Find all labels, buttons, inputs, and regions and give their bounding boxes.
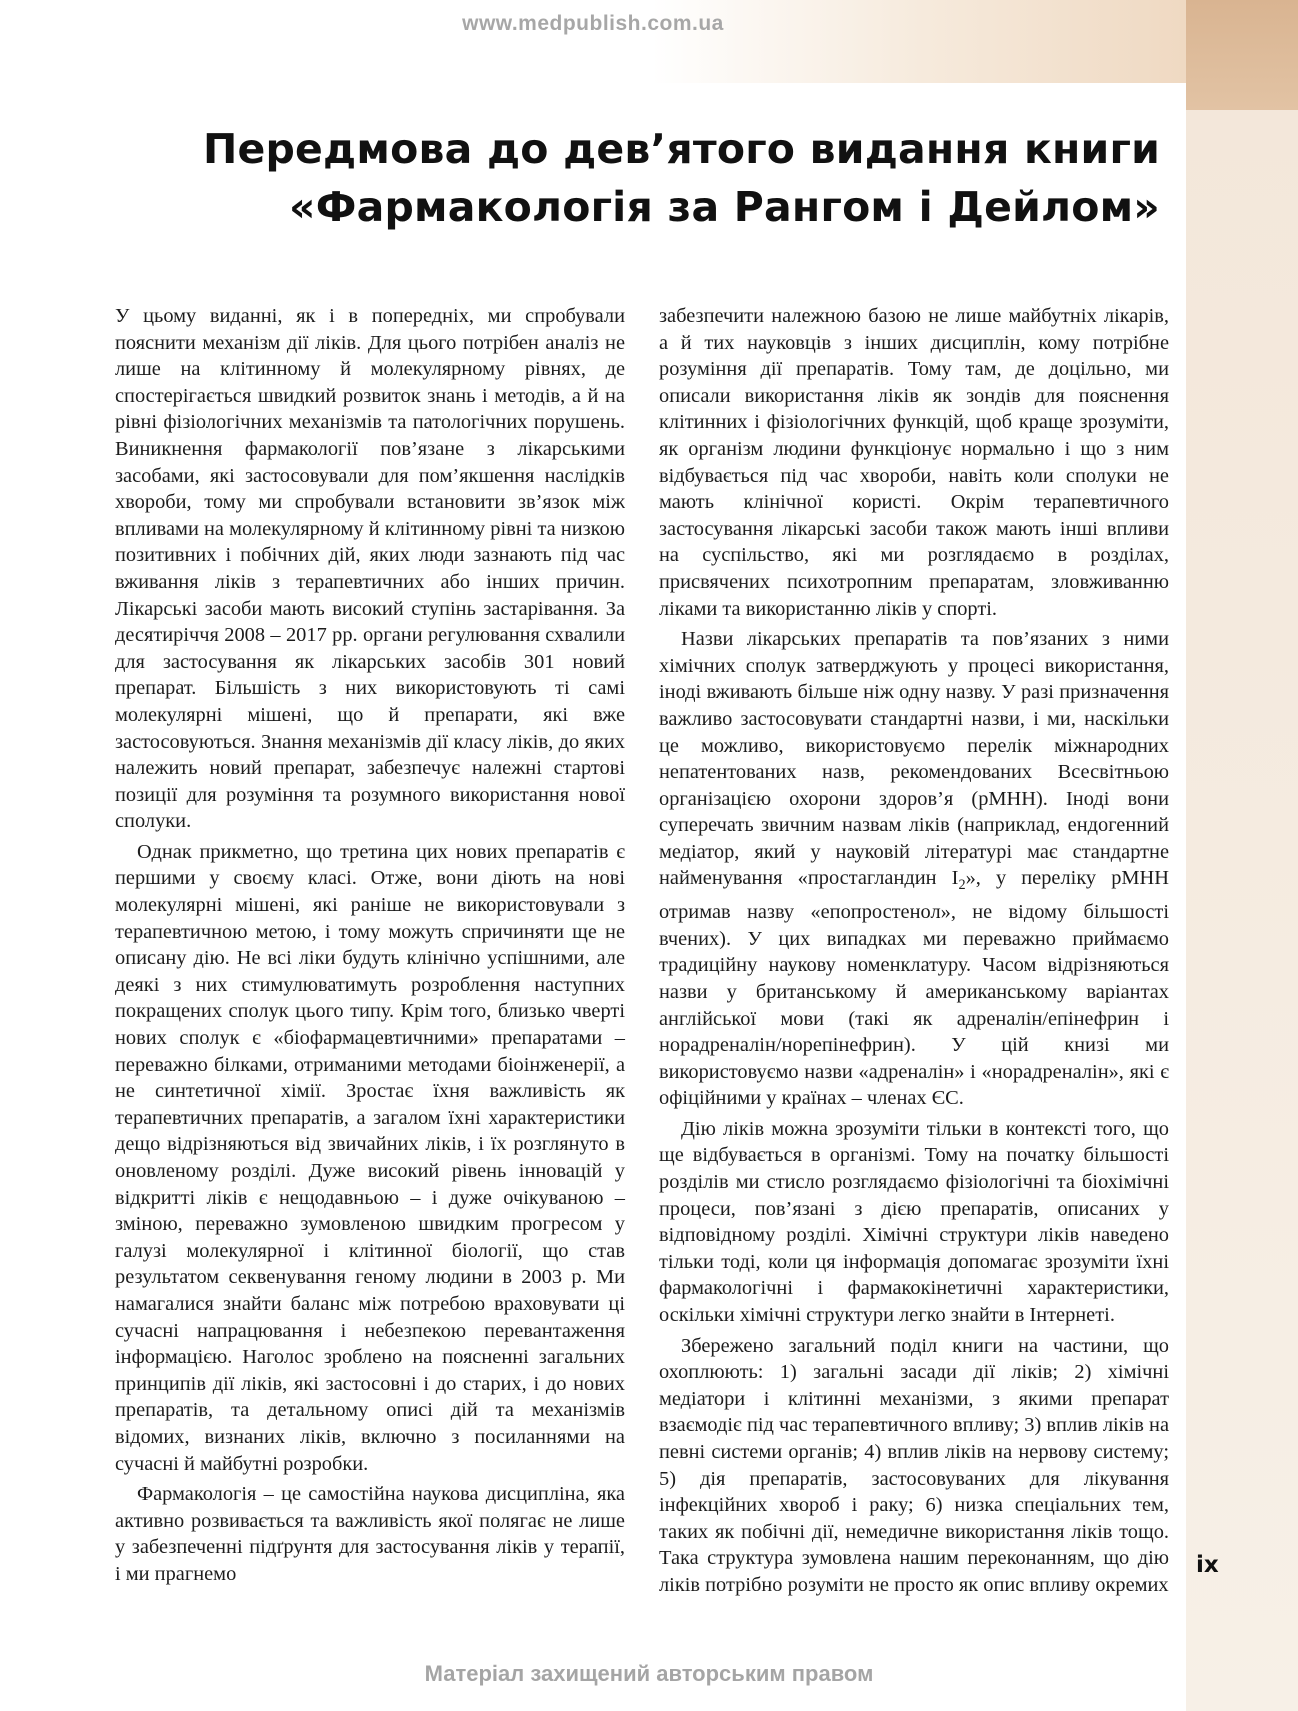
paragraph: забезпечити належною базою не лише майбутніх лікарів, а й тих науковців з інших дисциплін, кому потрібне розуміння дії препаратів. Тому там, де доцільно, ми описали використання ліків як зондів для пояснення клітинних і фізіологічних функцій, щоб краще зрозуміти, як організм людини функціонує нормально і що з ним відбувається під час хвороби, навіть коли сполуки не мають клінічної користі. Окрім терапевтичного застосування лікарські засоби також мають інші впливи на суспільство, які ми розглядаємо в розділах, присвячених психотропним препаратам, зловживанню ліками та використанню ліків у спорті. xyxy=(659,305,1169,620)
paragraph: Однак прикметно, що третина цих нових препаратів є першими у своєму класі. Отже, вони діють на нові молекулярні мішені, які раніше не використовували з терапевтичною метою, і тому можуть спричиняти ще не описану дію. Не всі ліки будуть клінічно успішними, але деякі з них стимулюватимуть розроблення наступних покращених сполук цього типу. Крім того, близько чверті нових сполук є «біофармацевтичними» препаратами – переважно білками, отриманими методами біоінженерії, а не синтетичної хімії. Зростає їхня важливість як терапевтичних препаратів, а загалом їхні характеристики дещо відрізняються від звичайних ліків, і їх розглянуто в оновленому розділі. Дуже високий рівень інновацій у відкритті ліків є нещодавньою – і дуже очікуваною – зміною, переважно зумовленою швидким прогресом у галузі молекулярної і клітинної біології, що став результатом секвенування геному людини в 2003 р. Ми намагалися знайти баланс між потребою враховувати ці сучасні напрацювання і небезпекою перевантаження інформацією. Наголос зроблено на поясненні загальних принципів дії ліків, які застосовні і до старих, і до нових препаратів, та детальному описі дій та механізмів відомих, визнаних ліків, включно з посиланнями на сучасні й майбутні розробки. xyxy=(115,840,625,1475)
page-number: ix xyxy=(1196,1552,1219,1578)
side-margin-band xyxy=(1186,0,1298,1711)
title-line-2: «Фармакологія за Рангом і Дейлом» xyxy=(289,183,1160,231)
paragraph-text: Назви лікарських препаратів та пов’язаних з ними хімічних сполук затверджують у процесі використання, іноді вживають більше ніж одну назву. У разі призначення важливо застосовувати стандартні назви, і ми, наскільки це можливо, використовуємо перелік міжнародних непатентованих назв, рекомендованих Всесвітньою організацією охорони здоров’я (рМНН). Іноді вони суперечать звичним назвам ліків (наприклад, ендогенний медіатор, який у науковій літературі має стандартне найменування «простагландин I xyxy=(659,628,1169,890)
paragraph xyxy=(659,626,1169,1112)
publisher-url-watermark: www.medpublish.com.ua xyxy=(462,12,724,35)
paragraph: У цьому виданні, як і в попередніх, ми спробували пояснити механізм дії ліків. Для цього потрібен аналіз не лише на клітинному й молекулярному рівнях, де спостерігається швидкий розвиток знань і методів, а й на рівні фізіологічних механізмів та патологічних порушень. Виникнення фармакології пов’язане з лікарськими засобами, які застосовували для пом’якшення наслідків хвороби, тому ми спробували встановити зв’язок між впливами на молекулярному й клітинному рівні та низкою позитивних і побічних дій, яких люди зазнають під час вживання ліків з терапевтичних або інших причин. Лікарські засоби мають високий ступінь застарівання. За десятиріччя 2008 – 2017 рр. органи регулювання схвалили для застосування як лікарських засобів 301 новий препарат. Більшість з них використовують ті самі молекулярні мішені, що й препарати, які вже застосовуються. Знання механізмів дії класу ліків, до яких належить новий препарат, забезпечує належні стартові позиції для розуміння та розумного використання нової сполуки. xyxy=(115,305,625,833)
left-column xyxy=(115,303,625,1588)
paragraph: Дію ліків можна зрозуміти тільки в контексті того, що ще відбувається в організмі. Тому на початку більшості розділів ми стисло розглядаємо фізіологічні та біохімічні процеси, пов’язані з дією препаратів, описаних у відповідному розділі. Хімічні структури ліків наведено тільки тоді, коли ця інформація допомагає зрозуміти їхні фармакологічні і фармакокінетичні характеристики, оскільки хімічні структури легко знайти в Інтернеті. xyxy=(659,1117,1169,1327)
paragraph: Збережено загальний поділ книги на частини, що охоплюють: 1) загальні засади дії ліків; 2) хімічні медіатори і клітинні механізми, з якими препарат взаємодіє під час терапевтичного впливу; 3) вплив ліків на певні системи органів; 4) вплив ліків на нервову систему; 5) дія препаратів, застосовуваних для лікування інфекційних хвороб і раку; 6) низка спеціальних тем, таких як побічні дії, немедичне використання ліків тощо. Така структура зумовлена нашим переконанням, що дію ліків потрібно розуміти не просто як опис впливу окремих xyxy=(659,1334,1169,1596)
corner-tab xyxy=(1186,0,1298,110)
page-title xyxy=(203,120,1160,236)
subscript: 2 xyxy=(958,877,966,894)
paragraph: Фармакологія – це самостійна наукова дисципліна, яка активно розвивається та важливість якої полягає не лише у забезпеченні підґрунтя для застосування ліків у терапії, і ми прагнемо xyxy=(115,1483,625,1585)
right-column xyxy=(659,303,1169,1599)
paragraph-text: », у переліку рМНН отримав назву «епопростенол», не відому більшості вчених). У цих випадках ми переважно приймаємо традиційну наукову номенклатуру. Часом відрізняються назви у британському й американському варіантах англійської мови (такі як адреналін/епінефрин і норадреналін/норепінефрин). У цій книзі ми використовуємо назви «адреналін» і «норадреналін», які є офіційними у країнах – членах ЄС. xyxy=(659,867,1169,1110)
copyright-watermark: Матеріал захищений авторським правом xyxy=(424,1661,874,1686)
title-line-1: Передмова до дев’ятого видання книги xyxy=(202,125,1160,173)
